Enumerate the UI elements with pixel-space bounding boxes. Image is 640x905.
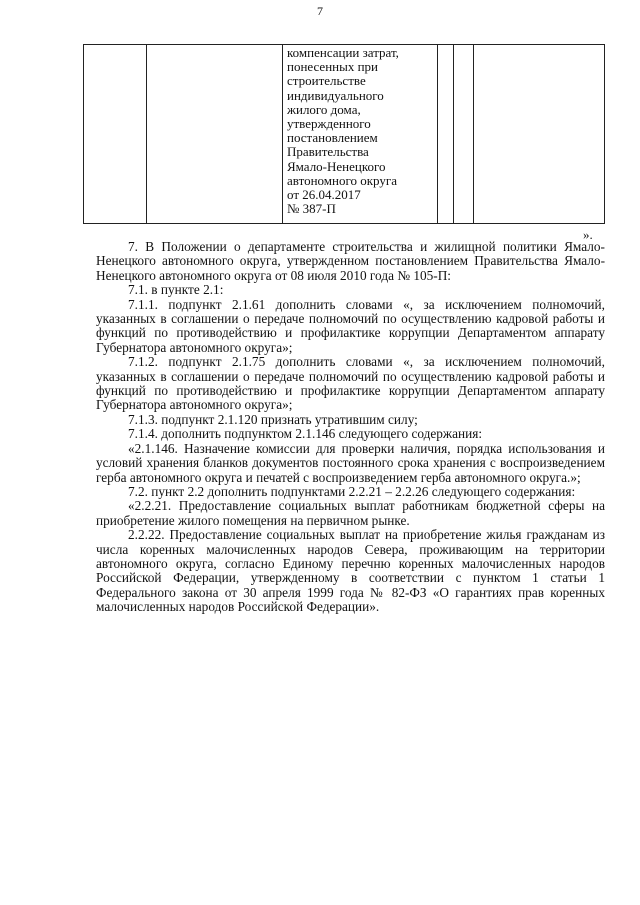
table-column-divider (437, 45, 438, 223)
table-column-divider (282, 45, 283, 223)
paragraph-item-7-1-2: 7.1.2. подпункт 2.1.75 дополнить словами «, за исключением полномочий, указанных в соглашении о передаче полномочий по осуществлению кадровой работы и функций по противодействию и профилактике коррупции Департаментом аппарату Губернатора автономного округа»; (96, 354, 605, 413)
table-fragment (83, 44, 605, 224)
paragraph-subitem-2-1-146: «2.1.146. Назначение комиссии для проверки наличия, порядка использования и условий хранения бланков документов постоянного срока хранения с воспроизведением герба автономного округа и печатей с воспроизведением герба автономного округа.»; (96, 440, 605, 485)
page-number: 7 (317, 4, 323, 18)
table-column-divider (453, 45, 454, 223)
paragraph-subitem-2-2-22: 2.2.22. Предоставление социальных выплат на приобретение жилья гражданам из числа коренных малочисленных народов Севера, проживающим на территории автономного округа, согласно Единому перечню коренных малочисленных народов Российской Федерации, утвержденному в соответствии с пунктом 1 статьи 1 Федерального закона от 30 апреля 1999 года № 82-ФЗ «О гарантиях прав коренных малочисленных народов Российской Федерации». (96, 527, 605, 615)
paragraph-item-7-2: 7.2. пункт 2.2 дополнить подпунктами 2.2.21 – 2.2.26 следующего содержания: (128, 483, 576, 499)
paragraph-item-7-1-1: 7.1.1. подпункт 2.1.61 дополнить словами «, за исключением полномочий, указанных в соглашении о передаче полномочий по осуществлению кадровой работы и функций по противодействию и профилактике коррупции Департаментом аппарату Губернатора автономного округа»; (96, 296, 605, 355)
table-column-divider (146, 45, 147, 223)
body-text (96, 240, 605, 615)
paragraph-item-7: 7. В Положении о департаменте строительства и жилищной политики Ямало-Ненецкого автономного округа, утвержденном постановлением Правительства Ямало-Ненецкого автономного округа от 08 июля 2010 года № 105-П: (96, 239, 605, 283)
paragraph-subitem-2-2-21: «2.2.21. Предоставление социальных выплат работникам бюджетной сферы на приобретение жилого помещения на первичном рынке. (96, 498, 605, 528)
table-cell-text: компенсации затрат, понесенных при строительстве индивидуального жилого дома, утвержденного постановлением Правительства Ямало-Ненецкого автономного округа от 26.04.2017 № 387-П (287, 45, 399, 217)
table-column-divider (473, 45, 474, 223)
paragraph-item-7-1: 7.1. в пункте 2.1: (128, 282, 224, 298)
paragraph-item-7-1-3: 7.1.3. подпункт 2.1.120 признать утратившим силу; (128, 411, 418, 427)
table-close-quote: ». (583, 227, 593, 242)
paragraph-item-7-1-4: 7.1.4. дополнить подпунктом 2.1.146 следующего содержания: (128, 426, 483, 442)
